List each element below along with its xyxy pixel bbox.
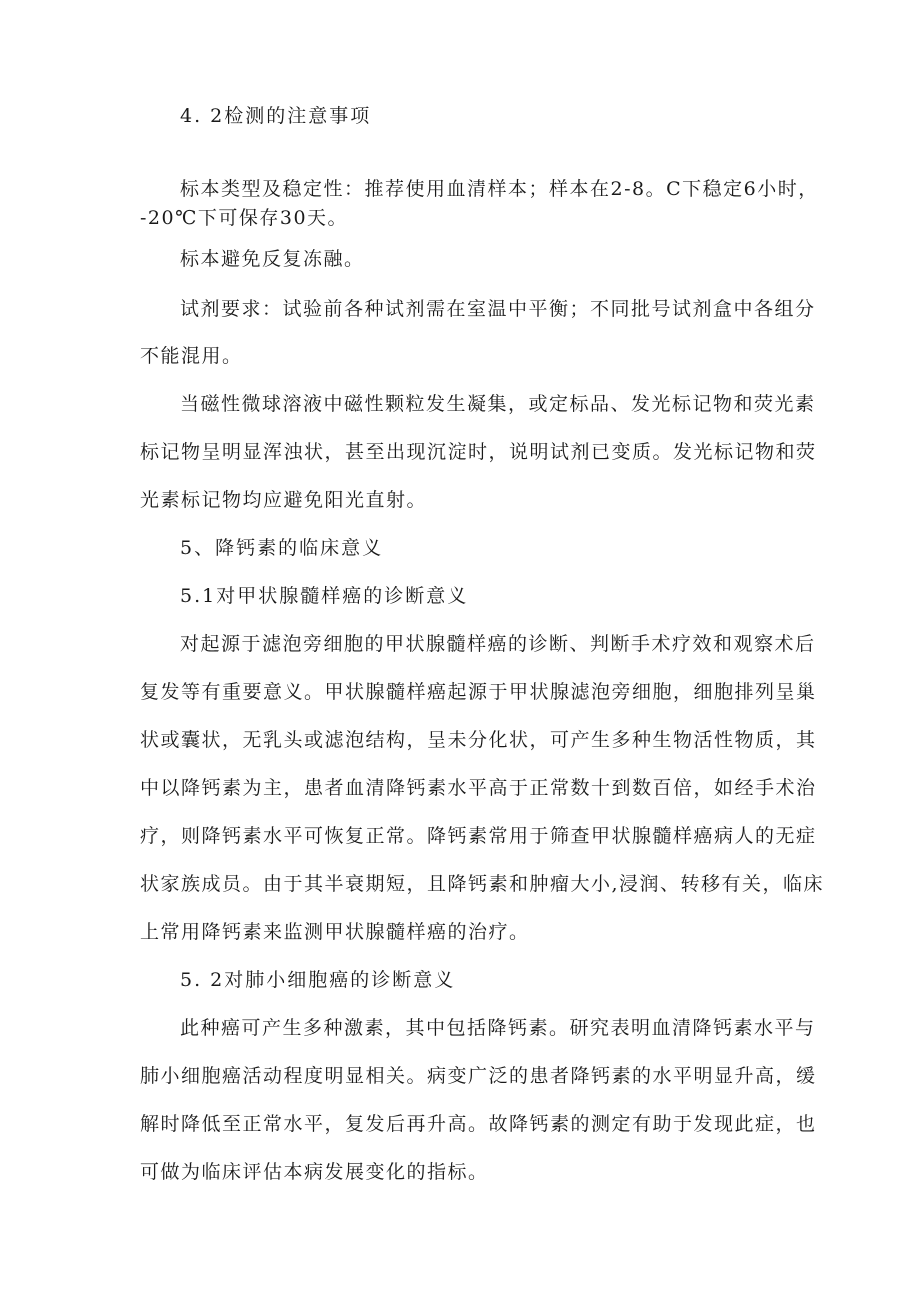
paragraph-line: 可做为临床评估本病发展变化的指标。 (140, 1161, 489, 1183)
paragraph-line: 肺小细胞癌活动程度明显相关。病变广泛的患者降钙素的水平明显升高，缓 (140, 1065, 817, 1087)
paragraph-line: 光素标记物均应避免阳光直射。 (140, 489, 428, 511)
paragraph-line: 标本避免反复冻融。 (180, 248, 365, 270)
paragraph-line: 标记物呈明显浑浊状，甚至出现沉淀时，说明试剂已变质。发光标记物和荧 (140, 441, 817, 463)
paragraph-line: 上常用降钙素来监测甲状腺髓样癌的治疗。 (140, 921, 530, 943)
paragraph-line: 状家族成员。由于其半衰期短，且降钙素和肿瘤大小,浸润、转移有关，临床 (140, 873, 825, 895)
paragraph-line: 试剂要求：试验前各种试剂需在室温中平衡；不同批号试剂盒中各组分 (180, 298, 816, 320)
paragraph-line: 对起源于滤泡旁细胞的甲状腺髓样癌的诊断、判断手术疗效和观察术后 (180, 633, 816, 655)
section-heading-5: 5、降钙素的临床意义 (180, 537, 384, 559)
section-heading-4-2: 4. 2检测的注意事项 (180, 105, 372, 127)
paragraph-line: 复发等有重要意义。甲状腺髓样癌起源于甲状腺滤泡旁细胞，细胞排列呈巢 (140, 681, 817, 703)
paragraph-line: 解时降低至正常水平，复发后再升高。故降钙素的测定有助于发现此症，也 (140, 1113, 817, 1135)
paragraph-line: 中以降钙素为主，患者血清降钙素水平高于正常数十到数百倍，如经手术治 (140, 777, 817, 799)
paragraph-line: 不能混用。 (140, 345, 243, 367)
paragraph-line: 疗，则降钙素水平可恢复正常。降钙素常用于筛查甲状腺髓样癌病人的无症 (140, 825, 817, 847)
section-heading-5-2: 5. 2对肺小细胞癌的诊断意义 (180, 969, 456, 991)
paragraph-line: 状或囊状，无乳头或滤泡结构，呈未分化状，可产生多种生物活性物质，其 (140, 729, 817, 751)
paragraph-line: 标本类型及稳定性：推荐使用血清样本；样本在2-8。C下稳定6小时， (180, 178, 819, 200)
paragraph-line: -20℃下可保存30天。 (140, 207, 349, 229)
section-heading-5-1: 5.1对甲状腺髓样癌的诊断意义 (180, 585, 469, 607)
paragraph-line: 此种癌可产生多种激素，其中包括降钙素。研究表明血清降钙素水平与 (180, 1017, 816, 1039)
paragraph-line: 当磁性微球溶液中磁性颗粒发生凝集，或定标品、发光标记物和荧光素 (180, 393, 816, 415)
